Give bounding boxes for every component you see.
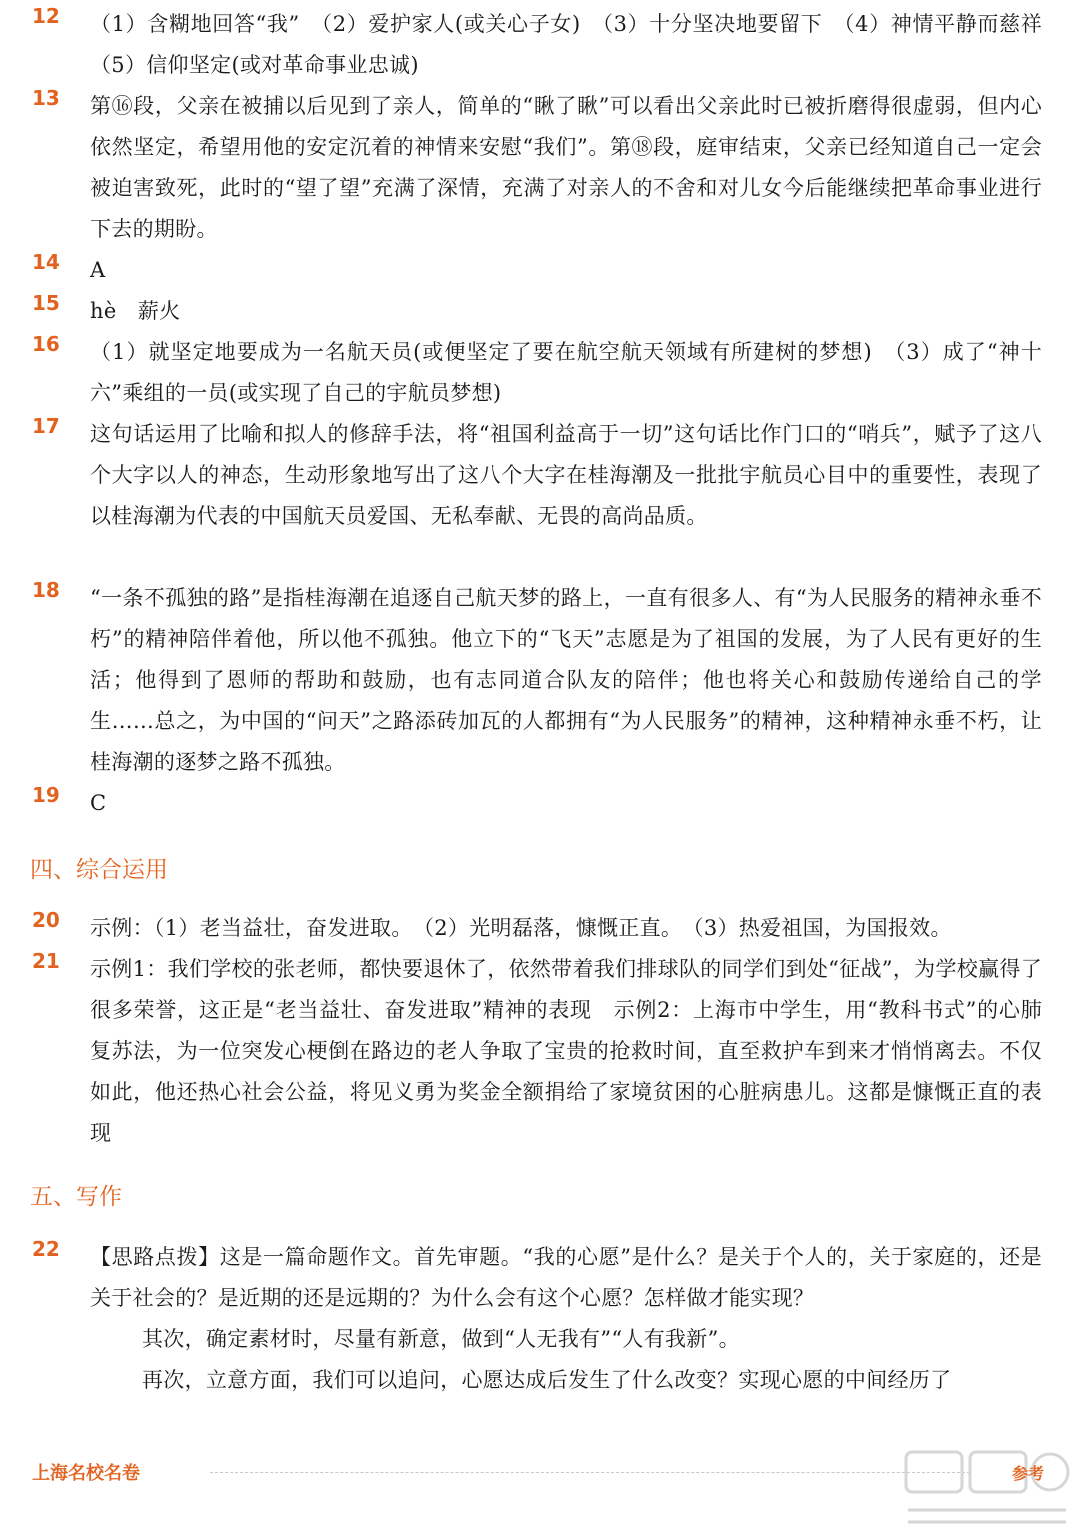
item-number: 13 bbox=[32, 86, 60, 110]
item-text: 【思路点拨】这是一篇命题作文。首先审题。“我的心愿”是什么？是关于个人的，关于家庭的，还是关于社会的？是近期的还是远期的？为什么会有这个心愿？怎样做才能实现？ bbox=[90, 1245, 1042, 1310]
answer-item-19 bbox=[32, 783, 1042, 824]
item-number: 20 bbox=[32, 908, 60, 932]
item-number: 17 bbox=[32, 414, 60, 438]
answer-item-16 bbox=[32, 332, 1042, 414]
item-text: “一条不孤独的路”是指桂海潮在追逐自己航天梦的路上，一直有很多人、有“为人民服务的精神永垂不朽”的精神陪伴着他，所以他不孤独。他立下的“飞天”志愿是为了祖国的发展，为了人民有更好的生活；他得到了恩师的帮助和鼓励，也有志同道合队友的陪伴；他也将关心和鼓励传递给自己的学生……总之，为中国的“问天”之路添砖加瓦的人都拥有“为人民服务”的精神，这种精神永垂不朽，让桂海潮的逐梦之路不孤独。 bbox=[90, 586, 1042, 774]
item-number: 16 bbox=[32, 332, 60, 356]
item-text: 这句话运用了比喻和拟人的修辞手法，将“祖国利益高于一切”这句话比作门口的“哨兵”，赋予了这八个大字以人的神态，生动形象地写出了这八个大字在桂海潮及一批批宇航员心目中的重要性，表现了以桂海潮为代表的中国航天员爱国、无私奉献、无畏的高尚品质。 bbox=[90, 422, 1042, 528]
answer-item-14 bbox=[32, 250, 1042, 291]
item-text: 示例：（1）老当益壮，奋发进取。 （2）光明磊落，慷慨正直。 （3）热爱祖国，为国报效。 bbox=[90, 916, 952, 940]
answer-item-12 bbox=[32, 4, 1064, 86]
item-text: 第⑯段，父亲在被捕以后见到了亲人，简单的“瞅了瞅”可以看出父亲此时已被折磨得很虚弱，但内心依然坚定，希望用他的安定沉着的神情来安慰“我们”。第⑱段，庭审结束，父亲已经知道自己一定会被迫害致死，此时的“望了望”充满了深情，充满了对亲人的不舍和对儿女今后能继续把革命事业进行下去的期盼。 bbox=[90, 94, 1042, 241]
footer-book-title: 上海名校名卷 bbox=[32, 1463, 140, 1484]
footer-divider bbox=[210, 1472, 970, 1473]
answer-item-15 bbox=[32, 291, 1042, 332]
item-text: A bbox=[90, 258, 106, 282]
writing-paragraph: 其次，确定素材时，尽量有新意，做到“人无我有”“人有我新”。 bbox=[142, 1327, 740, 1351]
item-number: 12 bbox=[32, 4, 60, 28]
answer-item-20 bbox=[32, 908, 1042, 949]
item-text: 示例1：我们学校的张老师，都快要退休了，依然带着我们排球队的同学们到处“征战”，为学校赢得了很多荣誉，这正是“老当益壮、奋发进取”精神的表现 示例2：上海市中学生，用“教科书式”的心肺复苏法，为一位突发心梗倒在路边的老人争取了宝贵的抢救时间，直至救护车到来才悄悄离去。不仅如此，他还热心社会公益，将见义勇为奖金全额捐给了家境贫困的心脏病患儿。这都是慷慨正直的表现 bbox=[90, 957, 1042, 1145]
item-number: 14 bbox=[32, 250, 60, 274]
item-text: （1）含糊地回答“我” （2）爱护家人(或关心子女) （3）十分坚决地要留下 （4）神情平静而慈祥 （5）信仰坚定(或对革命事业忠诚) bbox=[90, 12, 1064, 77]
footer-page-mark: 参考 bbox=[1012, 1464, 1045, 1483]
item-number: 15 bbox=[32, 291, 60, 315]
section-heading-comprehensive: 四、综合运用 bbox=[30, 857, 168, 883]
item-number: 18 bbox=[32, 578, 60, 602]
item-number: 19 bbox=[32, 783, 60, 807]
answer-site-logo-icon bbox=[898, 1446, 1074, 1532]
answer-item-17 bbox=[32, 414, 1042, 537]
item-text: （1）就坚定地要成为一名航天员(或便坚定了要在航空航天领域有所建树的梦想) （3）成了“神十六”乘组的一员(或实现了自己的宇航员梦想) bbox=[90, 340, 1042, 405]
item-text: hè 薪火 bbox=[90, 299, 181, 323]
item-number: 21 bbox=[32, 949, 60, 973]
item-text: C bbox=[90, 791, 107, 815]
section-heading-writing: 五、写作 bbox=[30, 1184, 122, 1210]
answer-item-21 bbox=[32, 949, 1042, 1154]
answer-item-13 bbox=[32, 86, 1042, 250]
answer-item-22 bbox=[32, 1237, 1042, 1319]
item-number: 22 bbox=[32, 1237, 60, 1261]
answer-item-18 bbox=[32, 578, 1042, 783]
writing-paragraph: 再次，立意方面，我们可以追问，心愿达成后发生了什么改变？实现心愿的中间经历了 bbox=[142, 1368, 952, 1392]
